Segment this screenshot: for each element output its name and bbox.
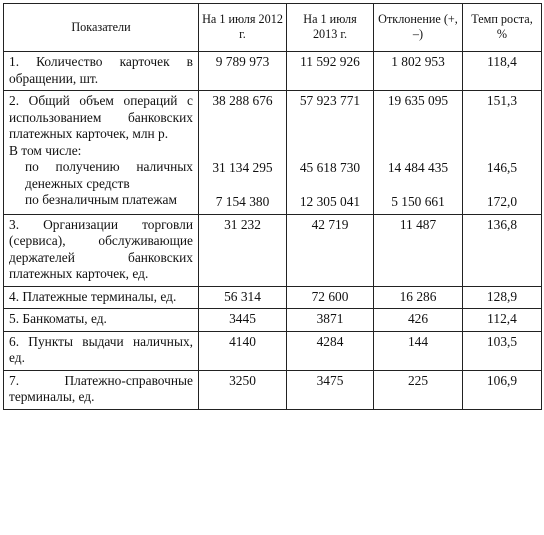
value-growth-rate: 103,5 (463, 331, 542, 370)
value-growth-rate: 151,3 (486, 93, 518, 108)
subrow-label-cash: по получению наличных денежных средств (25, 159, 193, 191)
value-2013: 42 719 (287, 214, 374, 286)
header-2012: На 1 июля 2012 г. (199, 4, 287, 52)
table-row (4, 52, 542, 91)
value-2013: 3475 (287, 370, 374, 409)
row-label: 3. Организации торговли (сервиса), обслуживающие держателей банковских платежных карточек, ед. (4, 214, 199, 286)
row-label: 7. Платежно-справочные терминалы, ед. (4, 370, 199, 409)
value-2012: 38 288 676 (212, 93, 273, 108)
value-deviation: 19 635 095 (387, 93, 449, 108)
table-row (4, 309, 542, 332)
row-label: 6. Пункты выдачи наличных, ед. (4, 331, 199, 370)
subrow-value-2013-cash: 45 618 730 (299, 160, 361, 175)
value-2013: 11 592 926 (287, 52, 374, 91)
table-row (4, 91, 542, 215)
value-growth-rate: 136,8 (463, 214, 542, 286)
subrow-label-cashless: по безналичным платежам (25, 192, 177, 207)
subrow-value-growth-rate-cashless: 172,0 (486, 194, 518, 209)
value-2013: 72 600 (287, 286, 374, 309)
header-growth-rate: Темп роста, % (463, 4, 542, 52)
table-row (4, 214, 542, 286)
row-label-group (4, 91, 199, 215)
row-label: 1. Количество карточек в обращении, шт. (4, 52, 199, 91)
subrow-value-growth-rate-cash: 146,5 (486, 160, 518, 175)
value-2012: 3445 (199, 309, 287, 332)
spacer (204, 144, 281, 160)
subrow-value-deviation-cash: 14 484 435 (387, 160, 449, 175)
value-2012: 9 789 973 (199, 52, 287, 91)
row-label: 5. Банкоматы, ед. (4, 309, 199, 332)
value-deviation: 16 286 (374, 286, 463, 309)
value-growth-rate: 118,4 (463, 52, 542, 91)
value-deviation: 426 (374, 309, 463, 332)
value-2013: 3871 (287, 309, 374, 332)
table-row (4, 286, 542, 309)
value-growth-rate-group (463, 91, 542, 215)
value-deviation: 11 487 (374, 214, 463, 286)
subrow-value-2012-cashless: 7 154 380 (215, 194, 270, 209)
subrow-value-2012-cash: 31 134 295 (212, 160, 273, 175)
value-2012: 4140 (199, 331, 287, 370)
card-statistics-table-wrapper (3, 3, 542, 410)
value-deviation-group (374, 91, 463, 215)
value-2013: 4284 (287, 331, 374, 370)
value-growth-rate: 128,9 (463, 286, 542, 309)
value-2012-group (199, 91, 287, 215)
row-label: 4. Платежные терминалы, ед. (4, 286, 199, 309)
header-2013: На 1 июля 2013 г. (287, 4, 374, 52)
value-growth-rate: 112,4 (463, 309, 542, 332)
spacer (468, 144, 536, 160)
header-deviation: Отклонение (+, –) (374, 4, 463, 52)
table-header-row (4, 4, 542, 52)
value-deviation: 1 802 953 (374, 52, 463, 91)
value-deviation: 144 (374, 331, 463, 370)
value-2012: 31 232 (199, 214, 287, 286)
row-label: 2. Общий объем операций с использованием банковских платежных карточек, млн р. (9, 93, 193, 141)
spacer (379, 144, 457, 160)
spacer (292, 144, 368, 160)
value-2013-group (287, 91, 374, 215)
value-deviation: 225 (374, 370, 463, 409)
subrow-intro-label: В том числе: (9, 142, 82, 158)
value-2012: 3250 (199, 370, 287, 409)
table-row (4, 370, 542, 409)
value-growth-rate: 106,9 (463, 370, 542, 409)
subrow-value-2013-cashless: 12 305 041 (299, 194, 361, 209)
table-row (4, 331, 542, 370)
value-2013: 57 923 771 (299, 93, 361, 108)
card-statistics-table (3, 3, 542, 410)
subrow-value-deviation-cashless: 5 150 661 (391, 194, 445, 209)
header-indicators: Показатели (4, 4, 199, 52)
value-2012: 56 314 (199, 286, 287, 309)
